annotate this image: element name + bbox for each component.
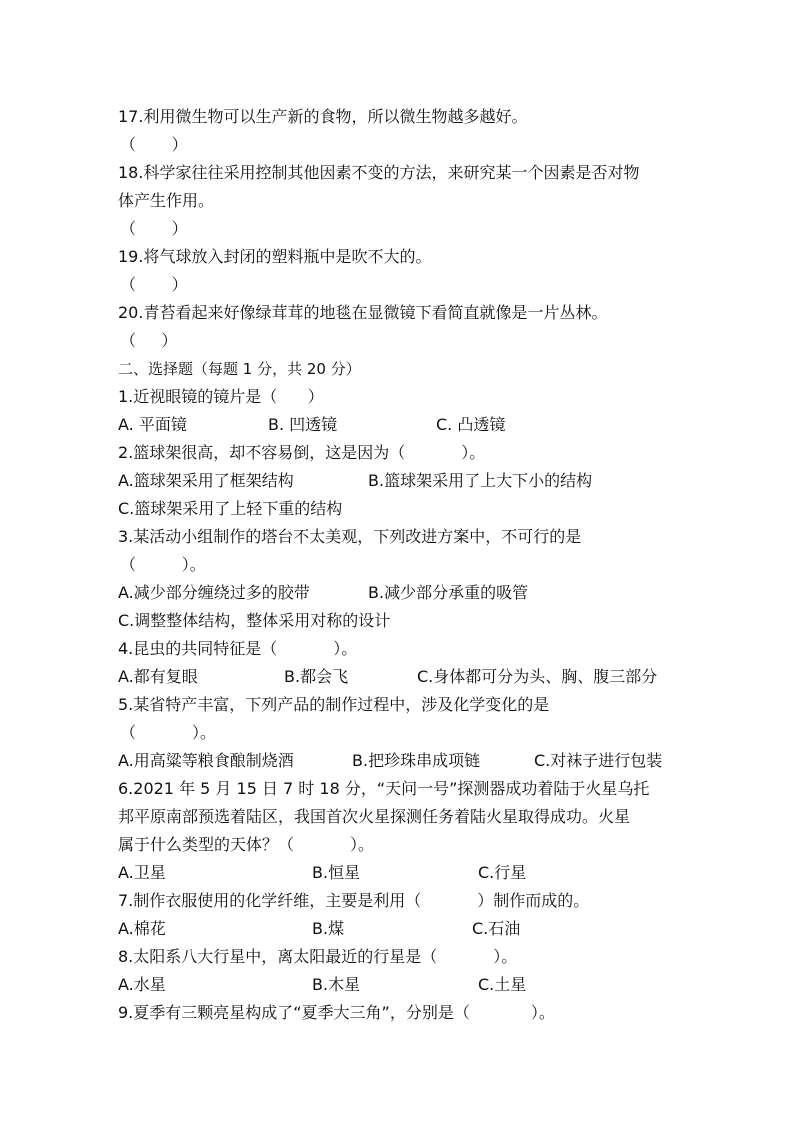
question-20-text: 20.青苔看起来好像绿茸茸的地毯在显微镜下看简直就像是一片丛林。	[118, 303, 608, 322]
mc-q3-option-a: A.减少部分缠绕过多的胶带	[118, 583, 310, 602]
mc-q6-option-b: B.恒星	[312, 863, 361, 882]
mc-question-8-options	[118, 971, 684, 999]
mc-question-9-stem: 9.夏季有三颗亮星构成了“夏季大三角”，分别是（ ）。	[118, 1003, 555, 1022]
question-20-answer-blank: （ ）	[120, 331, 178, 350]
mc-question-6-stem-line1: 6.2021 年 5 月 15 日 7 时 18 分，“天问一号”探测器成功着陆于火星乌托	[118, 779, 650, 798]
mc-q1-option-c: C. 凸透镜	[436, 415, 506, 434]
mc-question-3-options-row1	[118, 579, 684, 607]
mc-q5-option-b: B.把珍珠串成项链	[352, 751, 481, 770]
question-19-answer-blank: （ ）	[120, 275, 188, 294]
mc-q1-option-a: A. 平面镜	[118, 415, 187, 434]
mc-q8-option-c: C.土星	[478, 975, 527, 994]
mc-q6-option-c: C.行星	[478, 863, 527, 882]
exam-page	[118, 103, 684, 1027]
mc-q5-option-c: C.对袜子进行包装	[534, 751, 663, 770]
mc-question-5-options	[118, 747, 684, 775]
mc-question-3-stem-line2: （ ）。	[120, 555, 206, 574]
mc-question-8-stem: 8.太阳系八大行星中，离太阳最近的行星是（ ）。	[118, 947, 518, 966]
question-18-text-line2: 体产生作用。	[118, 191, 215, 210]
mc-question-6-options	[118, 859, 684, 887]
mc-q4-option-a: A.都有复眼	[118, 667, 198, 686]
mc-q2-option-a: A.篮球架采用了框架结构	[118, 471, 294, 490]
question-19-text: 19.将气球放入封闭的塑料瓶中是吹不大的。	[118, 247, 432, 266]
mc-q7-option-b: B.煤	[312, 919, 345, 938]
mc-question-5-stem-line1: 5.某省特产丰富，下列产品的制作过程中，涉及化学变化的是	[118, 695, 550, 714]
mc-q5-option-a: A.用高粱等粮食酿制烧酒	[118, 751, 294, 770]
mc-q7-option-c: C.石油	[472, 919, 521, 938]
mc-q3-option-c: C.调整整体结构，整体采用对称的设计	[118, 611, 391, 630]
question-17-answer-blank: （ ）	[120, 135, 188, 154]
question-18-text-line1: 18.科学家往往采用控制其他因素不变的方法，来研究某一个因素是否对物	[118, 163, 640, 182]
mc-q8-option-a: A.水星	[118, 975, 166, 994]
mc-question-6-stem-line2: 邦平原南部预选着陆区，我国首次火星探测任务着陆火星取得成功。火星	[118, 807, 631, 826]
mc-q3-option-b: B.减少部分承重的吸管	[368, 583, 529, 602]
mc-question-2-stem: 2.篮球架很高，却不容易倒，这是因为（ ）。	[118, 443, 486, 462]
question-17-text: 17.利用微生物可以生产新的食物，所以微生物越多越好。	[118, 107, 528, 126]
mc-question-3-stem-line1: 3.某活动小组制作的塔台不太美观，下列改进方案中，不可行的是	[118, 527, 582, 546]
mc-q4-option-c: C.身体都可分为头、胸、腹三部分	[417, 667, 658, 686]
mc-q4-option-b: B.都会飞	[284, 667, 349, 686]
mc-question-6-stem-line3: 属于什么类型的天体？（ ）。	[118, 835, 374, 854]
mc-q2-option-c: C.篮球架采用了上轻下重的结构	[118, 499, 343, 518]
mc-q6-option-a: A.卫星	[118, 863, 166, 882]
mc-question-7-stem: 7.制作衣服使用的化学纤维，主要是利用（ ）制作而成的。	[118, 891, 590, 910]
mc-q7-option-a: A.棉花	[118, 919, 166, 938]
mc-q2-option-b: B.篮球架采用了上大下小的结构	[368, 471, 593, 490]
mc-question-7-options	[118, 915, 684, 943]
mc-question-4-stem: 4.昆虫的共同特征是（ ）。	[118, 639, 358, 658]
section-2-heading: 二、选择题（每题 1 分，共 20 分）	[118, 360, 361, 378]
mc-question-5-stem-line2: （ ）。	[120, 723, 216, 742]
mc-question-1-options	[118, 411, 684, 439]
mc-q1-option-b: B. 凹透镜	[268, 415, 338, 434]
mc-question-4-options	[118, 663, 684, 691]
question-18-answer-blank: （ ）	[120, 219, 188, 238]
mc-q8-option-b: B.木星	[312, 975, 361, 994]
mc-question-1-stem: 1.近视眼镜的镜片是（ ）	[118, 387, 324, 406]
mc-question-2-options-row1	[118, 467, 684, 495]
